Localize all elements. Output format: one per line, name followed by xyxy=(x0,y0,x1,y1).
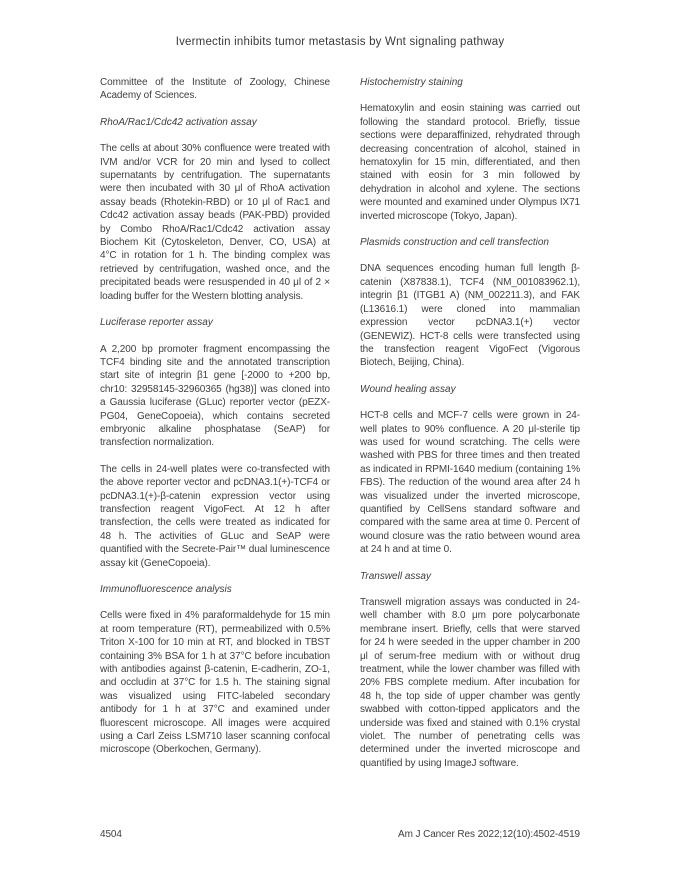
body-paragraph: The cells at about 30% confluence were treated with IVM and/or VCR for 20 min and lysed to collect supernatants by centrifugation. The supernatants were then incubated with 30 μl of RhoA activation assay beads (Rhotekin-RBD) or 10 μl of Rac1 and Cdc42 activation assay beads (PAK-PBD) provided by Combo RhoA/Rac1/Cdc42 activation assay Biochem Kit (Cytoskeleton, Denver, CO, USA) at 4°C in rotation for 1 h. The binding complex was retrieved by centrifugation, washed once, and the precipitated beads were resuspended in 40 μl of 2 × loading buffer for the Western blotting analysis. xyxy=(100,143,330,302)
journal-citation: Am J Cancer Res 2022;12(10):4502-4519 xyxy=(398,829,580,840)
body-paragraph: Hematoxylin and eosin staining was carried out following the standard protocol. Briefly, tissue sections were deparaffinized, rehydrated through decreasing concentration of alcohol, stained in hematoxylin for 15 min, differentiated, and then stained with eosin for 3 min followed by dehydration in alcohol and xylene. The sections were mounted and examined under Olympus IX71 inverted microscope (Tokyo, Japan). xyxy=(360,103,580,222)
page-footer xyxy=(100,829,580,840)
section-heading: Luciferase reporter assay xyxy=(100,317,213,329)
section-heading: Histochemistry staining xyxy=(360,77,463,88)
body-paragraph: The cells in 24-well plates were co-transfected with the above reporter vector and pcDNA3.1(+)-TCF4 or pcDNA3.1(+)-β-catenin expression vector using transfection reagent VigoFect. At 12 h after transfection, the cells were treated as indicated for 48 h. The activities of GLuc and SeAP were quantified with the Secrete-Pair™ dual luminescence assay kit (GeneCopoeia). xyxy=(100,463,330,569)
section-heading: Transwell assay xyxy=(360,570,431,582)
body-paragraph: Cells were fixed in 4% paraformaldehyde for 15 min at room temperature (RT), permeabilized with 0.5% Triton X-100 for 10 min at RT, and blocked in TBST containing 3% BSA for 1 h at 37°C before incubation with antibodies against β-catenin, E-cadherin, ZO-1, and occludin at 37°C for 1.5 h. The staining signal was visualized using FITC-labeled secondary antibody for 1 h at 37°C and examined under fluorescent microscope. All images were acquired using a Carl Zeiss LSM710 laser scanning confocal microscope (Oberkochen, Germany). xyxy=(100,610,330,756)
section-heading: Immunofluorescence analysis xyxy=(100,584,232,595)
body-paragraph: DNA sequences encoding human full length β-catenin (X87838.1), TCF4 (NM_001083962.1), integrin β1 (ITGB1 A) (NM_002211.3), and FAK (L13616.1) were cloned into mammalian expression vector pcDNA3.1(+) vector (GENEWIZ). HCT-8 cells were transfected using the transfection reagent VigoFect (Vigorous Biotech, Beijing, China). xyxy=(360,263,580,369)
body-paragraph: Committee of the Institute of Zoology, Chinese Academy of Sciences. xyxy=(100,77,330,102)
left-column xyxy=(100,76,330,783)
section-heading: Plasmids construction and cell transfection xyxy=(360,237,549,249)
page-number: 4504 xyxy=(100,829,122,840)
section-heading: RhoA/Rac1/Cdc42 activation assay xyxy=(100,116,257,128)
section-heading: Wound healing assay xyxy=(360,383,456,395)
right-column xyxy=(360,76,580,783)
paper-title: Ivermectin inhibits tumor metastasis by Wnt signaling pathway xyxy=(175,36,505,48)
body-paragraph: A 2,200 bp promoter fragment encompassing the TCF4 binding site and the annotated transcription start site of integrin β1 gene [-2000 to +200 bp, chr10: 32958145-32960365 (hg38)] was cloned into a Gaussia luciferase (GLuc) reporter vector (pEZX-PG04, GeneCopoeia), which contains secreted embryonic alkaline phosphatase (SeAP) for transfection normalization. xyxy=(100,343,330,449)
two-column-body xyxy=(100,76,580,783)
body-paragraph: HCT-8 cells and MCF-7 cells were grown in 24-well plates to 90% confluence. A 20 μl-sterile tip was used for wound scratching. The cells were washed with PBS for three times and then treated as indicated in RPMI-1640 medium (containing 1% FBS). The reduction of the wound area after 24 h was visualized under the inverted microscope, quantified by CellSens standard software and compared with the same area at time 0. Percent of wound closure was the ratio between wound area at 24 h and at time 0. xyxy=(360,410,580,556)
body-paragraph: Transwell migration assays was conducted in 24-well chamber with 8.0 μm pore polycarbonate membrane insert. Briefly, cells that were starved for 24 h were seeded in the upper chamber in 200 μl of serum-free medium with or without drug treatment, while the lower chamber was filled with 20% FBS complete medium. After incubation for 48 h, the top side of upper chamber was gently swabbed with cotton-tipped applicators and the underside was fixed and stained with 0.1% crystal violet. The number of penetrating cells was determined under the inverted microscope and quantified by using ImageJ software. xyxy=(360,597,580,769)
